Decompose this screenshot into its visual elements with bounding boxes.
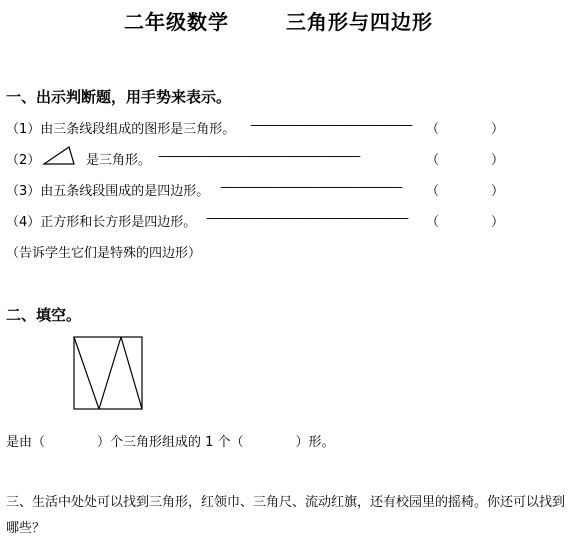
judgment-item-4 — [6, 211, 196, 230]
judgment-item-3 — [6, 180, 209, 199]
item-statement: 是三角形。 — [86, 153, 152, 168]
answer-blank[interactable]: （ ） — [426, 184, 505, 199]
teacher-note: （告诉学生它们是特殊的四边形） — [6, 246, 202, 261]
item-statement: 由五条线段围成的是四边形。 — [40, 184, 210, 199]
item-statement: 正方形和长方形是四边形。 — [40, 215, 197, 230]
fill-blank-sentence: 是由（ ）个三角形组成的 1 个（ ）形。 — [6, 435, 335, 450]
section-1-heading: 一、出示判断题，用手势来表示。 — [6, 88, 232, 106]
dash-line: —————————————————— — [220, 180, 400, 195]
item-number: （4） — [6, 215, 41, 230]
item-number: （1） — [6, 122, 41, 137]
answer-blank[interactable]: （ ） — [426, 153, 505, 168]
worksheet-topic-title: 三角形与四边形 — [286, 10, 433, 34]
triangle-figure — [42, 144, 76, 166]
rectangle-triangles-figure — [73, 336, 145, 412]
dash-line: ———————————————————— — [206, 211, 406, 226]
answer-blank[interactable]: （ ） — [426, 215, 505, 230]
dash-line: ———————————————————— — [158, 149, 358, 164]
item-number: （3） — [6, 184, 41, 199]
dash-line: ———————————————— — [250, 118, 410, 133]
section-3-question: 三、生活中处处可以找到三角形，红领巾、三角尺、流动红旗，还有校园里的摇椅。你还可以找到哪些？ — [6, 495, 566, 536]
section-2-heading: 二、填空。 — [6, 306, 82, 324]
judgment-item-1 — [6, 118, 235, 137]
worksheet-grade-subject: 二年级数学 — [124, 10, 229, 34]
item-statement: 由三条线段组成的图形是三角形。 — [40, 122, 236, 137]
item-number: （2） — [6, 153, 41, 168]
answer-blank[interactable]: （ ） — [426, 122, 505, 137]
